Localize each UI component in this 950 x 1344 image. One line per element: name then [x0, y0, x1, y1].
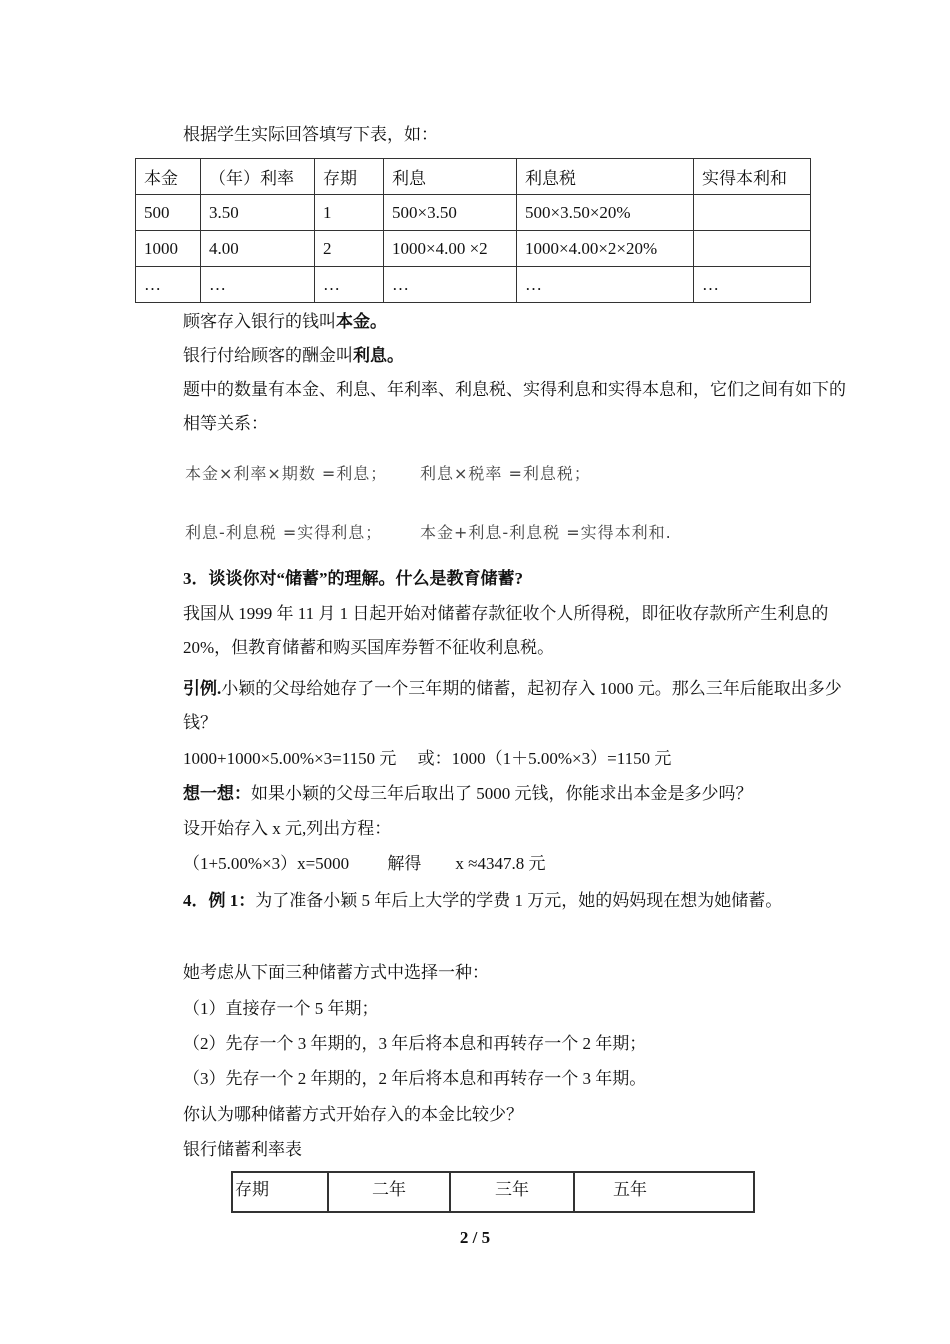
choose-line: 她考虑从下面三种储蓄方式中选择一种：: [183, 963, 489, 982]
rate-table-header-cell: 存期: [232, 1172, 328, 1212]
definition-text: 顾客存入银行的钱叫: [183, 312, 336, 331]
table-row: [136, 195, 811, 231]
definition-term: 本金。: [336, 312, 387, 331]
table-cell: 3.50: [201, 195, 315, 231]
option-item: （3）先存一个 2 年期的，2 年后将本息和再转存一个 3 年期。: [183, 1069, 647, 1088]
equation-line: （1+5.00%×3）x=5000 解得 x ≈4347.8 元: [183, 854, 546, 873]
think-question: [143, 777, 853, 811]
table-header-cell: 利息: [384, 159, 517, 195]
table-cell: …: [201, 267, 315, 303]
formula-net-total: 本金+利息-利息税 =实得本利和.: [420, 523, 672, 542]
table-cell: 1: [315, 195, 384, 231]
think-text: 如果小颖的父母三年后取出了 5000 元钱，你能求出本金是多少吗？: [251, 784, 753, 803]
table-header-cell: （年）利率: [201, 159, 315, 195]
table-cell: …: [384, 267, 517, 303]
table-row: [136, 267, 811, 303]
table-header-cell: 实得本利和: [694, 159, 811, 195]
example-intro: [143, 672, 853, 740]
interest-table: [135, 158, 811, 303]
definition-interest: [143, 339, 853, 373]
table-cell: …: [136, 267, 201, 303]
definition-term: 利息。: [353, 346, 404, 365]
table-cell: [694, 195, 811, 231]
intro-text: 根据学生实际回答填写下表，如：: [183, 125, 438, 144]
table-cell: …: [694, 267, 811, 303]
option-item: （2）先存一个 3 年期的，3 年后将本息和再转存一个 2 年期；: [183, 1034, 647, 1053]
formula-interest: 本金×利率×期数 =利息；: [185, 464, 388, 483]
rate-table-title: 银行储蓄利率表: [183, 1140, 302, 1159]
rate-table-header-cell: 二年: [328, 1172, 450, 1212]
question-line: 你认为哪种储蓄方式开始存入的本金比较少？: [183, 1105, 523, 1124]
section-4-heading: [143, 884, 853, 918]
table-cell: 1000×4.00 ×2: [384, 231, 517, 267]
table-cell: 4.00: [201, 231, 315, 267]
table-cell: …: [517, 267, 694, 303]
calculation-line: 1000+1000×5.00%×3=1150 元 或：1000（1＋5.00%×3）=1150 元: [183, 749, 672, 768]
table-header-row: [136, 159, 811, 195]
table-cell: 1000×4.00×2×20%: [517, 231, 694, 267]
table-cell: 500×3.50×20%: [517, 195, 694, 231]
formula-net-interest: 利息-利息税 =实得利息；: [185, 523, 383, 542]
definition-text: 银行付给顾客的酬金叫: [183, 346, 353, 365]
example-text: 小颖的父母给她存了一个三年期的储蓄，起初存入 1000 元。那么三年后能取出多少钱？: [183, 679, 842, 732]
table-header-cell: 利息税: [517, 159, 694, 195]
table-cell: 500: [136, 195, 201, 231]
table-cell: [694, 231, 811, 267]
rate-table-header-cell: 五年: [574, 1172, 754, 1212]
table-header-cell: 存期: [315, 159, 384, 195]
example-label: 引例.: [183, 679, 222, 698]
rate-table-header-row: [232, 1172, 754, 1212]
relation-paragraph: 题中的数量有本金、利息、年利率、利息税、实得利息和实得本息和，它们之间有如下的相等关系：: [183, 380, 846, 433]
table-cell: 500×3.50: [384, 195, 517, 231]
rate-table-header-cell: 三年: [450, 1172, 574, 1212]
table-row: [136, 231, 811, 267]
table-header-cell: 本金: [136, 159, 201, 195]
table-cell: 2: [315, 231, 384, 267]
set-variable-line: 设开始存入 x 元,列出方程：: [183, 819, 392, 838]
option-item: （1）直接存一个 5 年期；: [183, 999, 379, 1018]
section-4-text: 为了准备小颖 5 年后上大学的学费 1 万元，她的妈妈现在想为她储蓄。: [255, 891, 783, 910]
think-label: 想一想：: [183, 784, 251, 803]
formula-interest-tax: 利息×税率 =利息税；: [420, 464, 591, 483]
page-number: 2 / 5: [459, 1228, 491, 1247]
table-cell: 1000: [136, 231, 201, 267]
section-3-heading: 3．谈谈你对“储蓄”的理解。什么是教育储蓄?: [183, 569, 523, 588]
rate-table: [231, 1171, 755, 1213]
tax-paragraph: 我国从 1999 年 11 月 1 日起开始对储蓄存款征收个人所得税，即征收存款所产生利息的 20%，但教育储蓄和购买国库券暂不征收利息税。: [183, 604, 829, 657]
table-cell: …: [315, 267, 384, 303]
section-4-label: 4．例 1：: [183, 891, 256, 910]
definition-principal: [143, 305, 853, 339]
